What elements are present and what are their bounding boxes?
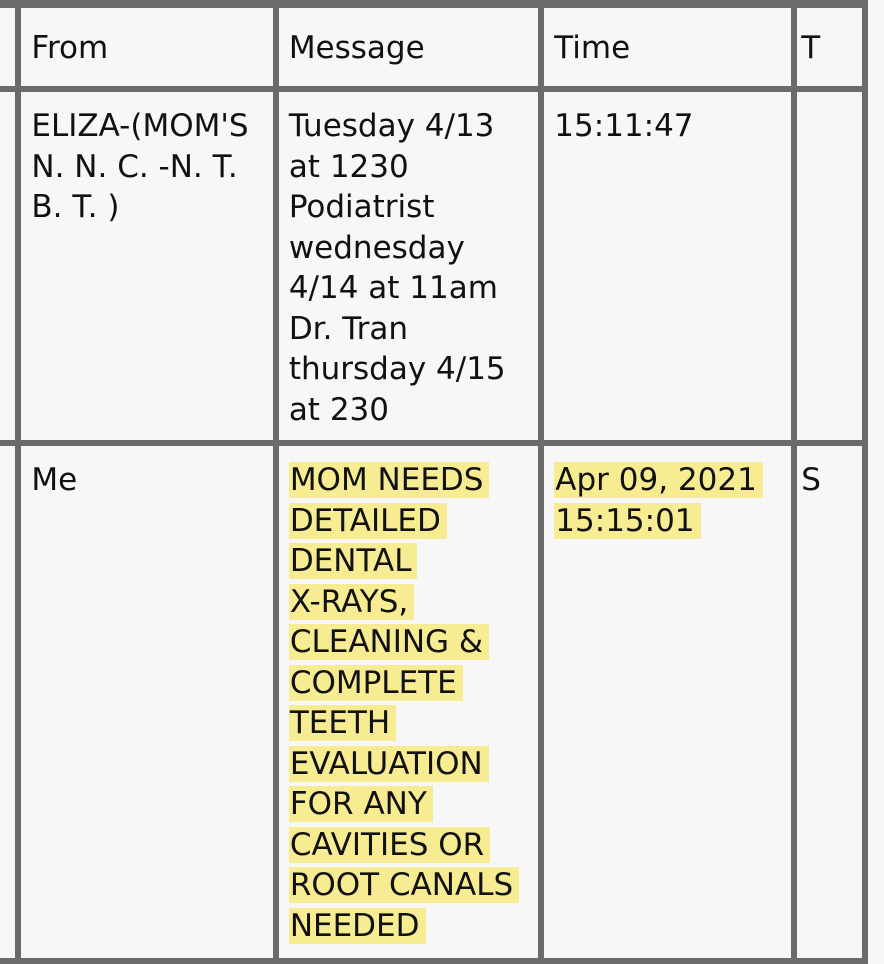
highlighted-time-line: 15:15:01	[554, 503, 700, 539]
highlighted-message-line: X-RAYS,	[289, 584, 414, 620]
row-leading-cell	[0, 443, 18, 961]
from-line: Me	[31, 462, 78, 498]
header-next-partial[interactable]: T	[794, 4, 865, 89]
highlighted-message-line: ROOT CANALS	[289, 867, 519, 903]
message-cell	[276, 443, 541, 961]
highlighted-message-line: DENTAL	[289, 543, 418, 579]
from-line: ELIZA-(MOM'S	[31, 108, 249, 144]
header-cell-leading	[0, 4, 18, 89]
time-line-wrap	[554, 501, 781, 542]
header-message[interactable]: Message	[276, 4, 541, 89]
message-line: at 1230	[288, 148, 409, 185]
next-partial-cell: S	[794, 443, 865, 961]
message-line-wrap	[289, 582, 528, 623]
header-row	[0, 4, 865, 89]
message-line-wrap	[289, 703, 528, 744]
message-line-wrap	[289, 663, 528, 704]
message-line-wrap	[289, 825, 528, 866]
highlighted-message-line: DETAILED	[289, 503, 447, 539]
table-row[interactable]	[0, 443, 865, 961]
highlighted-message-line: FOR ANY	[289, 786, 433, 822]
time-cell	[541, 89, 794, 443]
message-cell	[276, 89, 541, 443]
from-line: B. T. )	[31, 189, 120, 225]
highlighted-time-line: Apr 09, 2021	[554, 462, 763, 498]
message-line: Podiatrist	[288, 189, 435, 225]
highlighted-message-line: TEETH	[289, 705, 396, 741]
message-line-wrap	[289, 784, 528, 825]
message-line-wrap	[289, 541, 528, 582]
message-line: Tuesday 4/13	[288, 108, 495, 144]
from-cell	[18, 443, 275, 961]
highlighted-message-line: COMPLETE	[289, 665, 463, 701]
header-from[interactable]: From	[18, 4, 275, 89]
message-line-wrap	[289, 865, 528, 906]
from-line: N. N. C. -N. T.	[31, 148, 238, 185]
message-line: wednesday	[288, 229, 465, 266]
message-line: at 230	[288, 391, 389, 428]
highlighted-message-line: CAVITIES OR	[289, 827, 490, 863]
message-line: thursday 4/15	[288, 351, 506, 387]
from-cell	[18, 89, 275, 443]
message-line-wrap	[289, 622, 528, 663]
message-line: Dr. Tran	[288, 310, 409, 347]
highlighted-message-line: NEEDED	[289, 908, 426, 944]
time-cell	[541, 443, 794, 961]
highlighted-message-line: CLEANING &	[289, 624, 489, 660]
message-line-wrap	[289, 906, 528, 947]
message-line-wrap	[289, 501, 528, 542]
time-line-wrap	[554, 460, 781, 501]
next-partial-cell	[794, 89, 865, 443]
time-line: 15:11:47	[554, 108, 694, 144]
row-leading-cell	[0, 89, 18, 443]
highlighted-message-line: MOM NEEDS	[289, 462, 490, 498]
table-row[interactable]	[0, 89, 865, 443]
message-line-wrap	[289, 744, 528, 785]
message-line: 4/14 at 11am	[288, 270, 498, 306]
highlighted-message-line: EVALUATION	[289, 746, 489, 782]
header-time[interactable]: Time	[541, 4, 794, 89]
message-line-wrap	[289, 460, 528, 501]
